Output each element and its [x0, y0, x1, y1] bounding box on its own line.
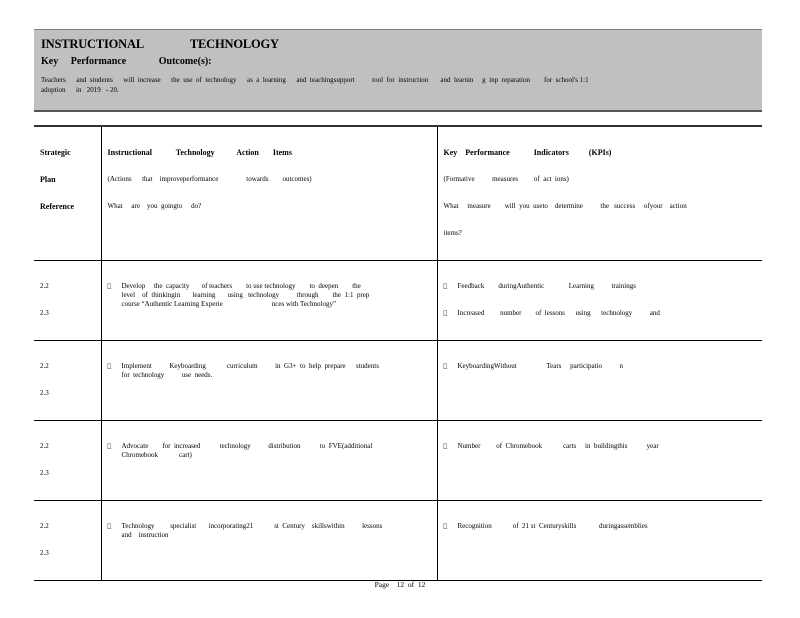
kpi-cell: [437, 421, 762, 501]
reference-value: 2.3: [40, 389, 49, 397]
plan-header-box: [34, 29, 762, 112]
action-item-cell: [101, 261, 437, 341]
list-item: [444, 309, 757, 318]
kpi-cell: [437, 261, 762, 341]
list-item: [108, 522, 431, 540]
bullet-icon: [443, 310, 446, 317]
bullet-icon: [107, 523, 110, 530]
table-row: [34, 421, 762, 501]
page-title: INSTRUCTIONAL TECHNOLOGY: [41, 37, 279, 51]
table-row: [34, 261, 762, 341]
list-item: [444, 362, 757, 371]
kpi-text: Recognition of 21 st Centuryskills duringassemblies: [457, 522, 648, 530]
kpi-text: Feedback duringAuthentic Learning trainings: [457, 282, 636, 290]
bullet-icon: [107, 363, 110, 370]
header-strategic-plan-reference: [34, 126, 101, 261]
kpi-text: KeyboardingWithout Tears participatio n: [457, 362, 624, 370]
reference-value: 2.2: [40, 282, 49, 290]
header-kpis-title: Key Performance Indicators (KPIs): [443, 148, 612, 157]
reference-value: 2.3: [40, 309, 49, 317]
action-item-text: Implement Keyboarding curriculum in G3+ to help prepare students for technology use needs.: [121, 362, 379, 379]
reference-cell: [34, 261, 101, 341]
bullet-icon: [107, 443, 110, 450]
header-kpis-sub1: (Formative measures of act ions): [443, 175, 569, 183]
header-action-items-title: Instructional Technology Action Items: [107, 148, 292, 157]
header-kpis: [437, 126, 762, 261]
bullet-icon: [107, 283, 110, 290]
action-item-text: Technology specialist incorporating21 st Century skillswithin lessons and instruction: [121, 522, 383, 539]
action-item-cell: [101, 341, 437, 421]
list-item: [108, 362, 431, 380]
list-item: [108, 442, 431, 460]
reference-cell: [34, 501, 101, 581]
bullet-icon: [443, 443, 446, 450]
header-strategic-line: Strategic: [40, 148, 71, 157]
header-reference-line: Reference: [40, 202, 75, 211]
reference-value: 2.2: [40, 442, 49, 450]
header-plan-line: Plan: [40, 175, 56, 184]
header-kpis-sub2: What measure will you useto determine the success ofyour action: [443, 202, 687, 210]
action-items-table: [34, 125, 762, 581]
list-item: [444, 282, 757, 291]
bullet-icon: [443, 363, 446, 370]
action-item-cell: [101, 421, 437, 501]
table-row: [34, 341, 762, 421]
action-item-text: Advocate for increased technology distribution to FVE(additional Chromebook cart): [121, 442, 373, 459]
bullet-icon: [443, 283, 446, 290]
header-kpis-sub3: items?: [443, 229, 462, 237]
action-item-text: Develop the capacity of teachers to use technology to deepen the level of thinkingin learning using technology through the 1:1 prep course “Authentic Learning Experie nces with Technology”: [121, 282, 370, 308]
reference-cell: [34, 341, 101, 421]
reference-value: 2.2: [40, 522, 49, 530]
reference-value: 2.2: [40, 362, 49, 370]
bullet-icon: [443, 523, 446, 530]
list-item: [444, 522, 757, 531]
header-action-items-sub2: What are you goingto do?: [107, 202, 202, 210]
key-performance-outcomes-label: Key Performance Outcome(s):: [41, 56, 212, 67]
page-number: Page 12 of 12: [374, 580, 426, 589]
header-action-items-sub1: (Actions that improveperformance towards outcomes): [107, 175, 312, 183]
list-item: [444, 442, 757, 451]
kpi-cell: [437, 341, 762, 421]
header-action-items: [101, 126, 437, 261]
kpi-text: Increased number of lessons using technology and: [457, 309, 660, 317]
kpi-text: Number of Chromebook carts in buildingthis year: [457, 442, 659, 450]
list-item: [108, 282, 431, 309]
reference-value: 2.3: [40, 549, 49, 557]
reference-value: 2.3: [40, 469, 49, 477]
table-row: [34, 501, 762, 581]
key-performance-outcomes-text: Teachers and students will increase the use of technology as a learning and teachingsupport tool for instruction and learnin g inp reparation for school's 1:1 adoption in 2019 - 20.: [41, 76, 589, 94]
reference-cell: [34, 421, 101, 501]
action-item-cell: [101, 501, 437, 581]
table-header-row: [34, 126, 762, 261]
kpi-cell: [437, 501, 762, 581]
